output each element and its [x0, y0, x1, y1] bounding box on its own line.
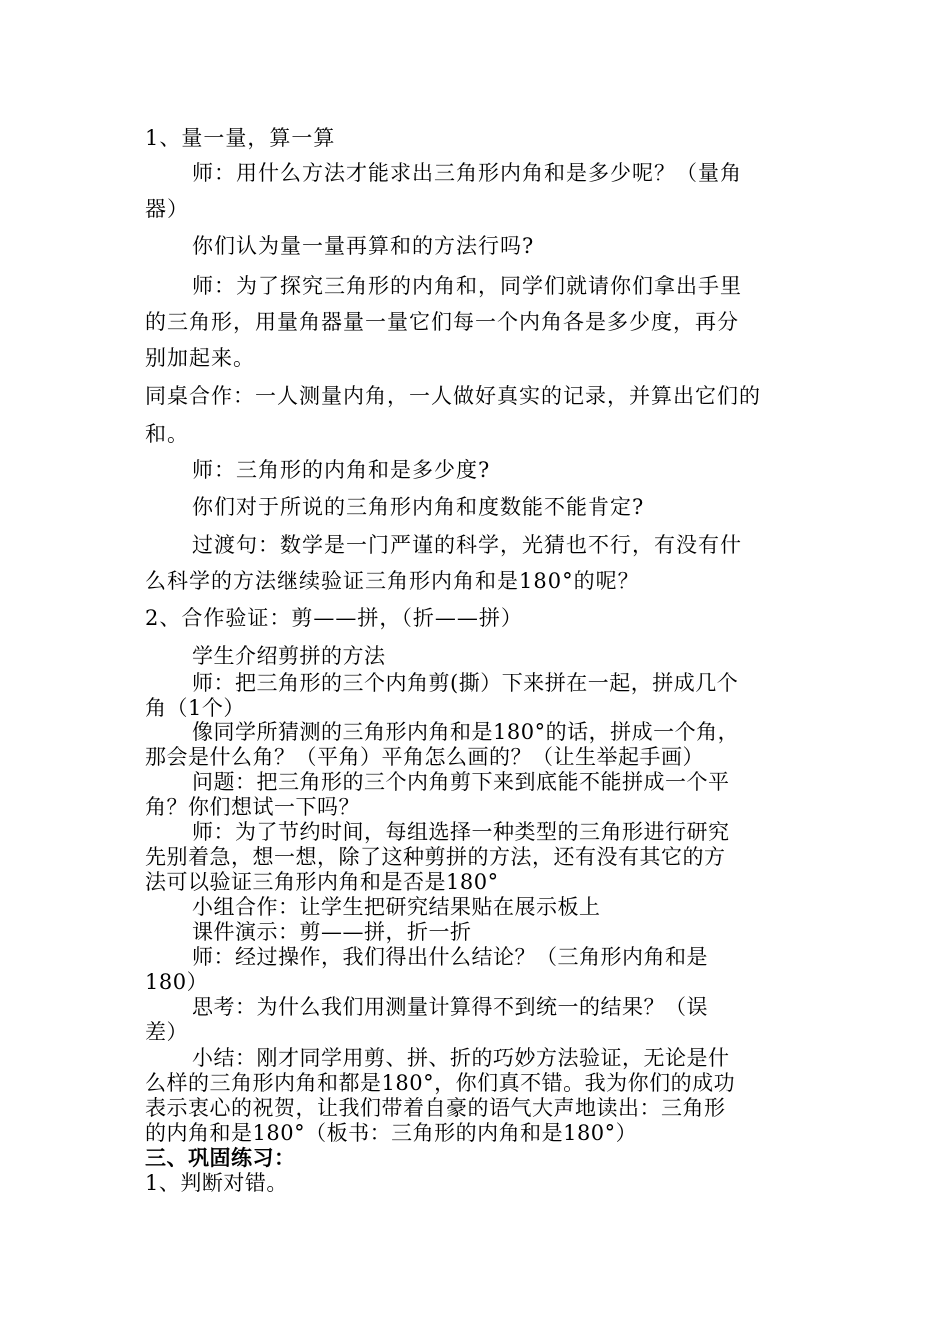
paragraph-line: 师：为了节约时间，每组选择一种类型的三角形进行研究	[192, 820, 730, 844]
paragraph-line: 师：经过操作，我们得出什么结论？（三角形内角和是	[192, 945, 708, 969]
paragraph-line: 师：用什么方法才能求出三角形内角和是多少呢？（量角	[192, 161, 742, 185]
paragraph-line: 那会是什么角？（平角）平角怎么画的？（让生举起手画）	[145, 745, 704, 769]
paragraph-line: 的内角和是180°（板书：三角形的内角和是180°）	[145, 1121, 638, 1145]
paragraph-line: 的三角形，用量角器量一量它们每一个内角各是多少度，再分	[145, 310, 739, 334]
paragraph-line: 和。	[145, 422, 189, 446]
paragraph-line: 器）	[145, 197, 189, 221]
paragraph-line: 小组合作：让学生把研究结果贴在展示板上	[192, 895, 601, 919]
paragraph-line: 你们认为量一量再算和的方法行吗?	[192, 234, 535, 258]
paragraph-line: 学生介绍剪拼的方法	[192, 644, 386, 668]
paragraph-line: 同桌合作：一人测量内角，一人做好真实的记录，并算出它们的	[145, 384, 761, 408]
paragraph-line: 差）	[145, 1020, 188, 1044]
paragraph-line: 课件演示：剪——拼，折一折	[192, 920, 472, 944]
section-heading: 2、合作验证：剪——拼，（折——拼）	[145, 606, 523, 630]
paragraph-line: 么样的三角形内角和都是180°，你们真不错。我为你们的成功	[145, 1071, 736, 1095]
paragraph-line: 小结：刚才同学用剪、拼、折的巧妙方法验证，无论是什	[192, 1046, 730, 1070]
paragraph-line: 思考：为什么我们用测量计算得不到统一的结果？（误	[192, 995, 708, 1019]
paragraph-line: 先别着急，想一想，除了这种剪拼的方法，还有没有其它的方	[145, 845, 726, 869]
section-heading: 1、量一量，算一算	[145, 126, 336, 150]
paragraph-line: 像同学所猜测的三角形内角和是180°的话，拼成一个角，	[192, 720, 740, 744]
paragraph-line: 师：三角形的内角和是多少度?	[192, 458, 491, 482]
paragraph-line: 过渡句：数学是一门严谨的科学，光猜也不行，有没有什	[192, 533, 742, 557]
paragraph-line: 1、判断对错。	[145, 1171, 288, 1195]
paragraph-line: 问题：把三角形的三个内角剪下来到底能不能拼成一个平	[192, 770, 730, 794]
paragraph-line: 师：把三角形的三个内角剪(撕）下来拼在一起，拼成几个	[192, 671, 739, 695]
paragraph-line: 法可以验证三角形内角和是否是180°	[145, 870, 499, 894]
paragraph-line: 180）	[145, 970, 209, 994]
paragraph-line: 角（1个）	[145, 696, 245, 720]
paragraph-line: 你们对于所说的三角形内角和度数能不能肯定?	[192, 495, 645, 519]
paragraph-line: 表示衷心的祝贺，让我们带着自豪的语气大声地读出：三角形	[145, 1096, 726, 1120]
section-heading: 三、巩固练习：	[145, 1145, 296, 1170]
paragraph-line: 么科学的方法继续验证三角形内角和是180°的呢？	[145, 569, 640, 593]
paragraph-line: 角？你们想试一下吗？	[145, 795, 360, 819]
paragraph-line: 师：为了探究三角形的内角和，同学们就请你们拿出手里	[192, 274, 742, 298]
paragraph-line: 别加起来。	[145, 346, 255, 370]
